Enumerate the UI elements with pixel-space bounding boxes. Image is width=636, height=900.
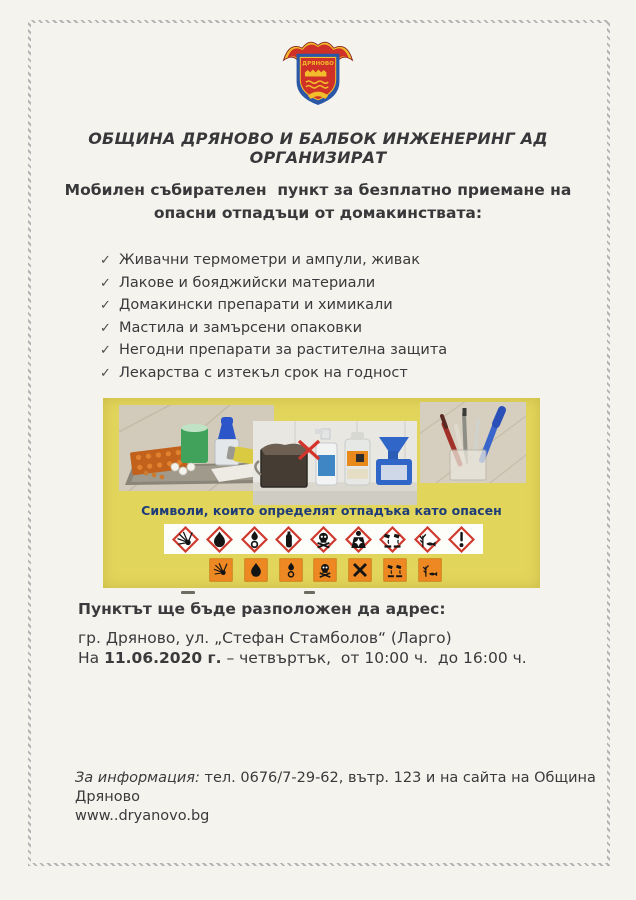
flammable-pictogram-icon xyxy=(244,558,268,582)
item-label: Мастила и замърсени опаковки xyxy=(119,319,363,336)
list-item xyxy=(100,342,447,365)
item-label: Живачни термометри и ампули, живак xyxy=(119,252,420,268)
gas-under-pressure-pictogram-icon xyxy=(275,526,302,553)
date-prefix: На xyxy=(78,649,105,667)
item-label: Домакински препарати и химикали xyxy=(119,297,393,313)
checkmark-icon: ✓ xyxy=(100,298,111,313)
item-label: Негодни препарати за растителна защита xyxy=(119,342,448,358)
irritant-pictogram-icon xyxy=(448,526,475,553)
emblem-label: ДРЯНОВО xyxy=(302,60,334,67)
photo-pens-and-thermometers xyxy=(420,402,526,483)
page-subtitle: Мобилен събирателен пункт за безплатно приемане на опасни отпадъци от домакинствата: xyxy=(64,181,572,222)
list-item xyxy=(100,252,447,275)
collage-caption: Символи, които определят отпадъка като опасен xyxy=(141,503,502,518)
checkmark-icon: ✓ xyxy=(100,275,111,291)
toxic-pictogram-icon xyxy=(313,558,337,582)
scan-artifact xyxy=(181,591,195,594)
photo-medicines-tray xyxy=(119,405,274,491)
address-line: гр. Дряново, ул. „Стефан Стамболов“ (Ларго) xyxy=(78,629,452,647)
contact-line xyxy=(75,769,636,807)
list-item xyxy=(100,297,447,320)
orange-pictogram-strip xyxy=(209,557,442,582)
toxic-pictogram-icon xyxy=(310,526,337,553)
explosive-pictogram-icon xyxy=(172,526,199,553)
health-hazard-pictogram-icon xyxy=(345,526,372,553)
list-item xyxy=(100,275,447,298)
item-label: Лекарства с изтекъл срок на годност xyxy=(119,364,408,381)
ghs-pictogram-strip xyxy=(164,524,483,554)
event-date: 11.06.2020 г. xyxy=(104,649,222,667)
title-line-2: ОРГАНИЗИРАТ xyxy=(249,148,387,167)
environmental-hazard-pictogram-icon xyxy=(418,558,442,582)
waste-types-list xyxy=(100,252,447,387)
dryanovo-coat-of-arms xyxy=(276,36,360,118)
scan-artifact xyxy=(304,591,315,594)
date-details: – четвъртък, от 10:00 ч. до 16:00 ч. xyxy=(221,649,527,667)
title-line-1: ОБЩИНА ДРЯНОВО И БАЛБОК ИНЖЕНЕРИНГ АД xyxy=(88,129,548,148)
item-label: Лакове и бояджийски материали xyxy=(119,274,376,291)
footer-info xyxy=(75,769,636,826)
list-item xyxy=(100,365,447,388)
corrosive-pictogram-icon xyxy=(383,558,407,582)
list-item xyxy=(100,320,447,343)
page-title xyxy=(0,129,636,167)
photo-paint-and-chemicals xyxy=(253,421,417,505)
corrosive-pictogram-icon xyxy=(379,526,406,553)
checkmark-icon: ✓ xyxy=(100,253,111,268)
contact-details: тел. 0676/7-29-62, вътр. 123 и на сайта на Община Дряново xyxy=(75,770,596,805)
info-label: За информация: xyxy=(75,770,200,786)
checkmark-icon: ✓ xyxy=(100,343,111,358)
checkmark-icon: ✓ xyxy=(100,365,111,381)
checkmark-icon: ✓ xyxy=(100,320,111,336)
hazard-collage xyxy=(103,398,540,588)
oxidizing-pictogram-icon xyxy=(279,558,303,582)
environmental-hazard-pictogram-icon xyxy=(414,526,441,553)
oxidizing-pictogram-icon xyxy=(241,526,268,553)
website-text: www..dryanovo.bg xyxy=(75,808,210,824)
location-heading: Пунктът ще бъде разположен да адрес: xyxy=(78,600,446,618)
flammable-pictogram-icon xyxy=(206,526,233,553)
explosive-pictogram-icon xyxy=(209,558,233,582)
date-line xyxy=(78,649,527,667)
shield xyxy=(297,54,340,105)
harmful-pictogram-icon xyxy=(348,558,372,582)
